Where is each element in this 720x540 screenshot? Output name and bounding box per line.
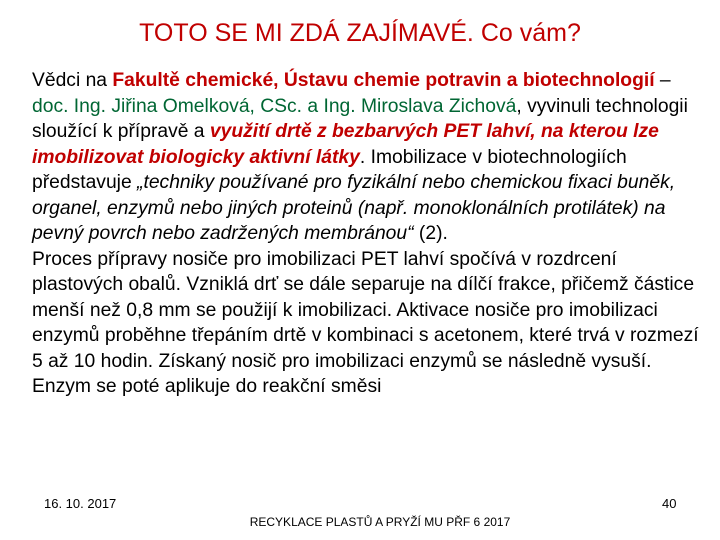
slide-title-main: TOTO SE MI ZDÁ ZAJÍMAVÉ. bbox=[139, 19, 474, 47]
dash-separator: – bbox=[654, 70, 671, 91]
slide-title-question: Co vám? bbox=[480, 19, 581, 47]
faculty-name: Fakultě chemické, Ústavu chemie potravin a biotechnologií bbox=[112, 70, 655, 91]
technology-text: , vyvinuli technologii sloužící k přípravě a bbox=[32, 95, 688, 142]
slide-title bbox=[0, 18, 720, 48]
footer-date: 16. 10. 2017 bbox=[44, 496, 117, 511]
authors-names: doc. Ing. Jiřina Omelková, CSc. a Ing. Miroslava Zichová bbox=[32, 95, 517, 117]
footer-course-title: RECYKLACE PLASTŮ A PRYŽÍ MU PŘF 6 2017 bbox=[249, 515, 511, 529]
page-number: 40 bbox=[662, 496, 677, 511]
reference-number: (2). bbox=[413, 223, 448, 244]
slide-body bbox=[32, 68, 710, 400]
process-paragraph: Proces přípravy nosiče pro imobilizaci PET lahví spočívá v rozdrcení plastových obalů. Vzniklá drť se dále separuje na dílčí frakce, přičemž částice menší než 0,8 mm se použijí k imobilizaci. Aktivace nosiče pro imobilizaci enzymů proběhne třepáním drtě v kombinaci s acetonem, které trvá v rozmezí 5 až 10 hodin. Získaný nosič pro imobilizaci enzymů se následně vysuší. Enzym se poté aplikuje do reakční směsi bbox=[32, 248, 699, 397]
highlighted-purpose: využití drtě z bezbarvých PET lahví, na kterou lze imobilizovat biologicky aktivní látky bbox=[32, 121, 659, 168]
immobilization-intro: . Imobilizace v biotechnologiích představuje bbox=[32, 146, 627, 193]
intro-text: Vědci na bbox=[32, 70, 113, 91]
definition-quote: „techniky používané pro fyzikální nebo chemickou fixaci buněk, organel, enzymů nebo jiných proteinů (např. monoklonálních protilátek) na pevný povrch nebo zadržených membránou“ bbox=[32, 172, 676, 244]
